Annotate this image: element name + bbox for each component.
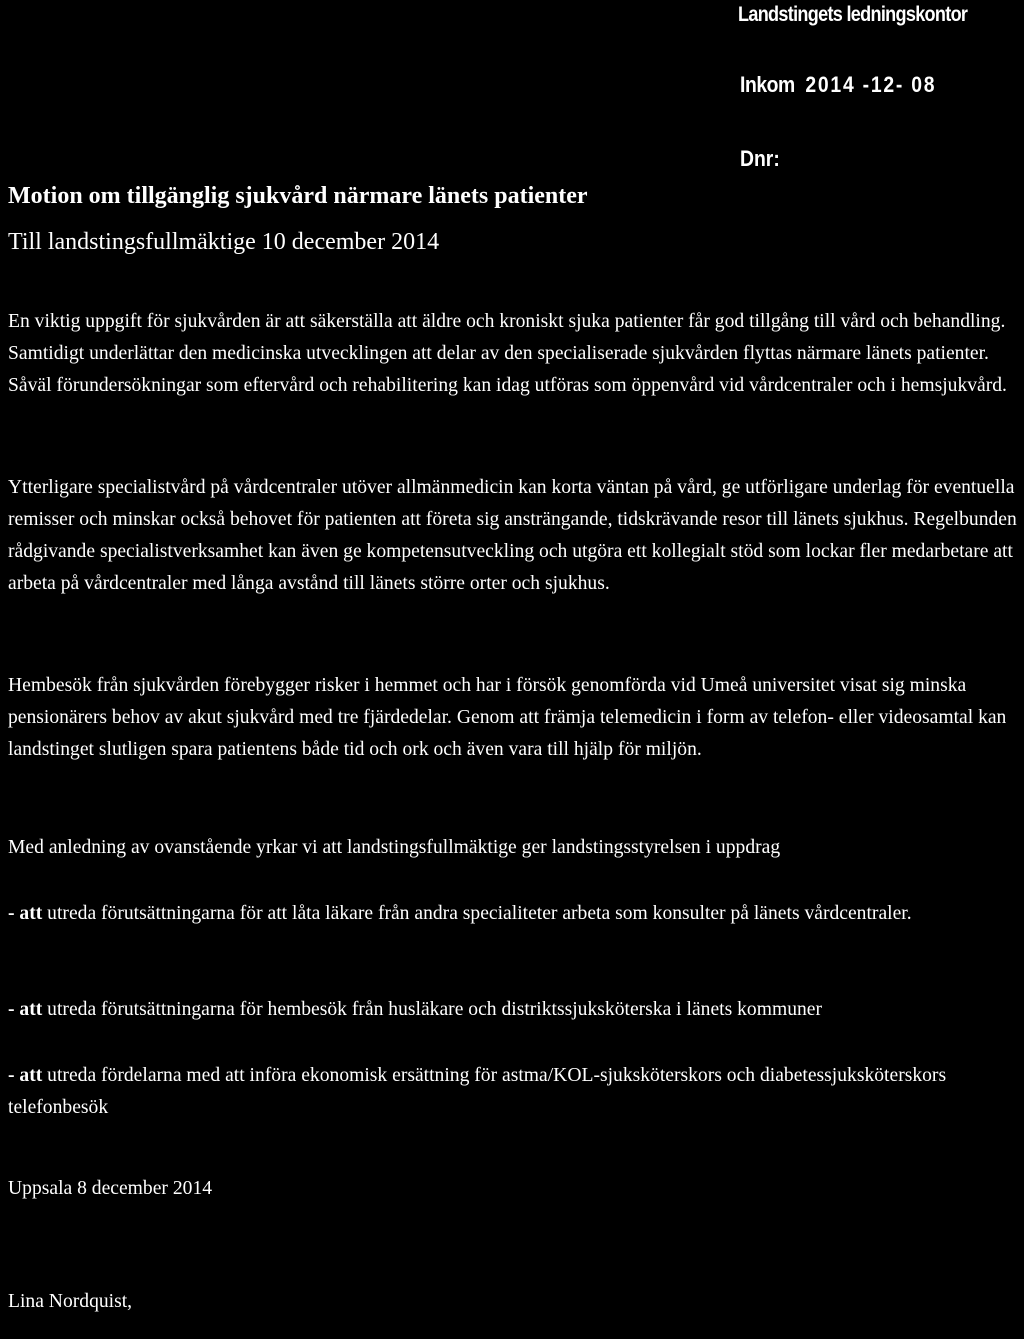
demand-text: utreda förutsättningarna för att låta läkare från andra specialiteter arbeta som konsulter på länets vårdcentraler. bbox=[42, 903, 912, 924]
document-title: Motion om tillgänglig sjukvård närmare länets patienter bbox=[8, 183, 588, 209]
demand-item-2 bbox=[8, 994, 1020, 1026]
demand-lead: - att bbox=[8, 903, 43, 924]
demand-lead: - att bbox=[8, 1065, 43, 1086]
body-paragraph-3: Hembesök från sjukvården förebygger risker i hemmet och har i försök genomförda vid Umeå universitet visat sig minska pensionärers behov av akut sjukvård med tre fjärdedelar. Genom att främja telemedicin i form av telefon- eller videosamtal kan landstinget slutligen spara patientens både tid och ork och även vara till hjälp för miljön. bbox=[8, 675, 1007, 760]
body-paragraph-1: En viktig uppgift för sjukvården är att säkerställa att äldre och kroniskt sjuka patienter får god tillgång till vård och behandling. Samtidigt underlättar den medicinska utvecklingen att delar av den specialiserade sjukvården flyttas närmare länets patienter. Såväl förundersökningar som eftervård och rehabilitering kan idag utföras som öppenvård vid vårdcentraler och i hemsjukvård. bbox=[8, 311, 1007, 396]
demand-item-3 bbox=[8, 1060, 1020, 1124]
signature-name: Lina Nordquist, bbox=[8, 1291, 133, 1312]
stamp-received bbox=[740, 72, 936, 98]
body-paragraph-2: Ytterligare specialistvård på vårdcentraler utöver allmänmedicin kan korta väntan på vård, ge utförligare underlag för eventuella remisser och minskar också behovet för patienten att företa sig ansträngande, tidskrävande resor till länets sjukhus. Regelbunden rådgivande specialistverksamhet kan även ge kompetensutveckling och utgöra ett kollegialt stöd som lockar fler medarbetare att arbeta på vårdcentraler med långa avstånd till länets större orter och sjukhus. bbox=[8, 477, 1017, 594]
body-paragraph-4: Med anledning av ovanstående yrkar vi att landstingsfullmäktige ger landstingsstyrelsen i uppdrag bbox=[8, 837, 781, 858]
demand-text: utreda fördelarna med att införa ekonomisk ersättning för astma/KOL-sjuksköterskors och diabetessjuksköterskors telefonbesök bbox=[8, 1065, 947, 1118]
stamp-received-label: Inkom bbox=[740, 72, 795, 97]
stamp-received-date: 2014 -12- 08 bbox=[805, 72, 937, 97]
demand-item-1 bbox=[8, 898, 1020, 930]
demand-text: utreda förutsättningarna för hembesök från husläkare och distriktssjuksköterska i länets kommuner bbox=[42, 999, 823, 1020]
stamp-office-name: Landstingets ledningskontor bbox=[738, 3, 968, 26]
place-and-date: Uppsala 8 december 2014 bbox=[8, 1178, 213, 1199]
stamp-dnr-label: Dnr: bbox=[740, 146, 780, 171]
document-subtitle: Till landstingsfullmäktige 10 december 2014 bbox=[8, 229, 440, 255]
demand-lead: - att bbox=[8, 999, 43, 1020]
